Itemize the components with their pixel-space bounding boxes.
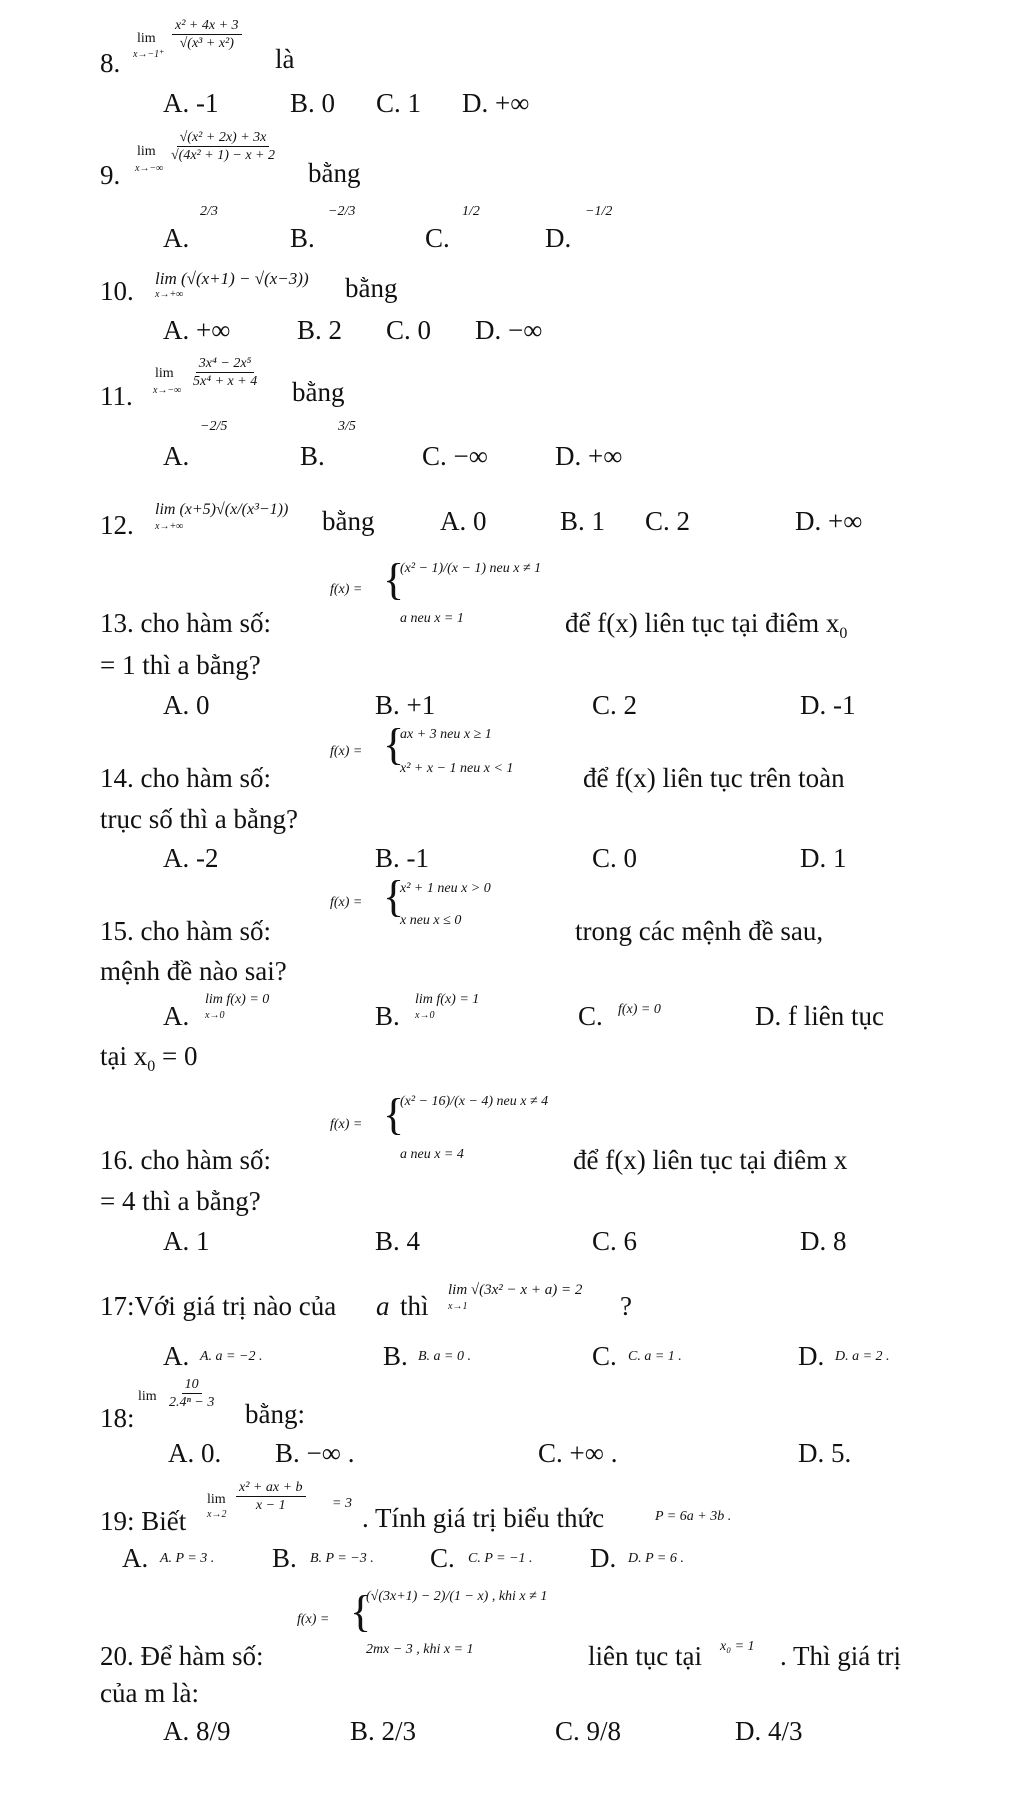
q20-option-b: B. 2/3 — [350, 1716, 417, 1746]
q18-tail: bằng: — [245, 1399, 305, 1429]
q15-option-a-expr: lim f(x) = 0 — [205, 992, 270, 1007]
q15-tail: trong các mệnh đề sau, — [575, 916, 824, 946]
q9-lim: lim — [137, 144, 156, 159]
q13-option-a: A. 0 — [163, 690, 210, 720]
q20-case-1: (√(3x+1) − 2)/(1 − x) , khi x ≠ 1 — [366, 1589, 548, 1604]
q13-f: f(x) = — [330, 582, 363, 597]
q11-number: 11. — [100, 381, 133, 411]
q20-lead: 20. Để hàm số: — [100, 1641, 264, 1671]
q8-option-c: C. 1 — [376, 88, 422, 118]
q17-var: a — [376, 1291, 390, 1321]
q20-tail: liên tục tại — [588, 1641, 702, 1671]
q17-option-d-label: D. — [798, 1341, 825, 1371]
q18-option-d: D. 5. — [798, 1438, 852, 1468]
q19-lead: 19: Biết — [100, 1506, 187, 1536]
q20-brace: { — [350, 1587, 372, 1636]
q14-f: f(x) = — [330, 744, 363, 759]
q14-line2: trục số thì a bằng? — [100, 804, 298, 834]
q16-line2: = 4 thì a bằng? — [100, 1186, 261, 1216]
q14-option-a: A. -2 — [163, 843, 219, 873]
q9-option-b: B. — [290, 223, 315, 253]
q13-lead: 13. cho hàm số: — [100, 608, 271, 638]
q18-option-a: A. 0. — [168, 1438, 222, 1468]
q11-lim-sub: x→−∞ — [153, 385, 182, 396]
q19-option-d-label: D. — [590, 1543, 617, 1573]
q16-tail: để f(x) liên tục tại điêm x — [573, 1145, 848, 1175]
q16-brace: { — [383, 1090, 405, 1139]
q15-f: f(x) = — [330, 895, 363, 910]
q20-tail2: . Thì giá trị — [780, 1641, 901, 1671]
q19-expr: P = 6a + 3b . — [655, 1509, 732, 1524]
q13-tail: để f(x) liên tục tại điêm $x_0$ — [565, 608, 848, 642]
q19-lim: lim — [207, 1492, 226, 1507]
q17-option-c: C. a = 1 . — [628, 1349, 682, 1364]
q14-case-2: x² + x − 1 neu x < 1 — [400, 761, 514, 776]
q10-option-c: C. 0 — [386, 315, 432, 345]
q8-option-b: B. 0 — [290, 88, 336, 118]
q11-option-a-value: −2/5 — [200, 419, 228, 434]
q19-option-d: D. P = 6 . — [628, 1551, 684, 1566]
q15-line3: tại $x_0 = 0$ — [100, 1041, 198, 1075]
q9-option-d-value: −1/2 — [585, 204, 613, 219]
q11-option-d: D. +∞ — [555, 441, 623, 471]
q20-case-2: 2mx − 3 , khi x = 1 — [366, 1642, 474, 1657]
q12-option-d: D. +∞ — [795, 506, 863, 536]
q12-tail: bằng — [322, 506, 375, 536]
q9-option-b-value: −2/3 — [328, 204, 356, 219]
q15-option-b-expr: lim f(x) = 1 — [415, 992, 480, 1007]
q10-option-a: A. +∞ — [163, 315, 231, 345]
q8-lim: lim — [137, 31, 156, 46]
q16-option-a: A. 1 — [163, 1226, 210, 1256]
q9-option-d: D. — [545, 223, 572, 253]
q18-option-c: C. +∞ . — [538, 1438, 618, 1468]
q11-tail: bằng — [292, 377, 345, 407]
q19-option-c: C. P = −1 . — [468, 1551, 533, 1566]
q12-option-c: C. 2 — [645, 506, 691, 536]
q19-option-a: A. P = 3 . — [160, 1551, 215, 1566]
q15-option-b-sub: x→0 — [415, 1010, 435, 1021]
q9-lim-sub: x→−∞ — [135, 163, 164, 174]
q13-case-2: a neu x = 1 — [400, 611, 464, 626]
q19-option-a-label: A. — [122, 1543, 149, 1573]
q19-tail: . Tính giá trị biểu thức — [362, 1503, 605, 1533]
q17-tail: ? — [620, 1291, 632, 1321]
q17-option-c-label: C. — [592, 1341, 617, 1371]
q10-tail: bằng — [345, 273, 398, 303]
q8-option-a: A. -1 — [163, 88, 219, 118]
q19-option-b-label: B. — [272, 1543, 297, 1573]
q9-tail: bằng — [308, 158, 361, 188]
q18-lead: 18: — [100, 1403, 135, 1433]
q13-case-1: (x² − 1)/(x − 1) neu x ≠ 1 — [400, 561, 542, 576]
q8-number: 8. — [100, 48, 121, 78]
q11-option-c: C. −∞ — [422, 441, 488, 471]
q9-fraction: $\frac{\text{√(x² + 2x) + 3x}}{\text{√(4x² + 1) − x + 2}}$ — [171, 130, 275, 164]
q14-brace: { — [383, 720, 405, 769]
q10-option-d: D. −∞ — [475, 315, 543, 345]
q11-fraction: $\frac{\text{3x⁴ − 2x⁵}}{\text{5x⁴ + x + 4}}$ — [193, 356, 258, 390]
q13-brace: { — [383, 555, 405, 604]
q12-expr: lim (x+5)√(x/(x³−1)) — [155, 501, 289, 518]
q10-number: 10. — [100, 276, 134, 306]
q20-tail-expr: x₀ = 1 — [720, 1639, 755, 1654]
q15-case-2: x neu x ≤ 0 — [400, 913, 462, 928]
q8-tail: là — [275, 44, 295, 74]
q14-option-c: C. 0 — [592, 843, 638, 873]
q19-eq: = 3 — [332, 1496, 352, 1511]
q17-option-b: B. a = 0 . — [418, 1349, 471, 1364]
q9-number: 9. — [100, 160, 121, 190]
q12-option-a: A. 0 — [440, 506, 487, 536]
q15-option-b: B. — [375, 1001, 400, 1031]
q11-option-a: A. — [163, 441, 190, 471]
q12-number: 12. — [100, 510, 134, 540]
q9-option-c-value: 1/2 — [462, 204, 480, 219]
q8-option-d: D. +∞ — [462, 88, 530, 118]
q19-option-c-label: C. — [430, 1543, 455, 1573]
q20-option-c: C. 9/8 — [555, 1716, 622, 1746]
q16-case-1: (x² − 16)/(x − 4) neu x ≠ 4 — [400, 1094, 549, 1109]
q16-option-b: B. 4 — [375, 1226, 421, 1256]
q18-lim: lim — [138, 1389, 157, 1404]
q14-tail: để f(x) liên tục trên toàn — [583, 763, 845, 793]
q10-option-b: B. 2 — [297, 315, 343, 345]
q19-fraction: $\frac{\text{x² + ax + b}}{x - 1}$ — [236, 1480, 306, 1514]
q14-option-d: D. 1 — [800, 843, 847, 873]
q10-lim-sub: x→+∞ — [155, 289, 184, 300]
q15-brace: { — [383, 872, 405, 921]
q15-option-a-sub: x→0 — [205, 1010, 225, 1021]
q15-lead: 15. cho hàm số: — [100, 916, 271, 946]
q15-option-a: A. — [163, 1001, 190, 1031]
q15-option-d: D. f liên tục — [755, 1001, 884, 1031]
q17-option-a-label: A. — [163, 1341, 190, 1371]
q11-option-b-value: 3/5 — [338, 419, 356, 434]
q20-option-d: D. 4/3 — [735, 1716, 803, 1746]
q17-option-d: D. a = 2 . — [835, 1349, 890, 1364]
q15-case-1: x² + 1 neu x > 0 — [400, 881, 491, 896]
q17-option-a: A. a = −2 . — [200, 1349, 263, 1364]
q18-fraction: $\frac{10}{\text{2.4ⁿ − 3}}$ — [169, 1377, 215, 1411]
q17-lead: 17:Với giá trị nào của — [100, 1291, 337, 1321]
q8-fraction: $\frac{\text{x² + 4x + 3}}{\text{√(x³ + x²)}}$ — [172, 18, 242, 52]
q14-option-b: B. -1 — [375, 843, 429, 873]
q9-option-a: A. — [163, 223, 190, 253]
q17-option-b-label: B. — [383, 1341, 408, 1371]
q9-option-c: C. — [425, 223, 450, 253]
q19-lim-sub: x→2 — [207, 1509, 227, 1520]
q12-lim-sub: x→+∞ — [155, 521, 184, 532]
q14-case-1: ax + 3 neu x ≥ 1 — [400, 727, 492, 742]
q13-option-d: D. -1 — [800, 690, 856, 720]
q10-expr: lim (√(x+1) − √(x−3)) — [155, 269, 309, 288]
q13-option-b: B. +1 — [375, 690, 436, 720]
q9-option-a-value: 2/3 — [200, 204, 218, 219]
q18-option-b: B. −∞ . — [275, 1438, 355, 1468]
q14-lead: 14. cho hàm số: — [100, 763, 271, 793]
q13-line2: = 1 thì a bằng? — [100, 650, 261, 680]
q20-f: f(x) = — [297, 1612, 330, 1627]
q17-mid: thì — [400, 1291, 429, 1321]
q17-expr: lim √(3x² − x + a) = 2 — [448, 1282, 583, 1298]
q13-option-c: C. 2 — [592, 690, 638, 720]
q16-case-2: a neu x = 4 — [400, 1147, 464, 1162]
q16-option-d: D. 8 — [800, 1226, 847, 1256]
q15-option-c-expr: f(x) = 0 — [618, 1002, 661, 1017]
q20-option-a: A. 8/9 — [163, 1716, 231, 1746]
q16-f: f(x) = — [330, 1117, 363, 1132]
q8-lim-sub: x→−1⁺ — [133, 49, 165, 60]
q15-line2: mệnh đề nào sai? — [100, 956, 287, 986]
q19-option-b: B. P = −3 . — [310, 1551, 374, 1566]
q11-lim: lim — [155, 366, 174, 381]
q16-lead: 16. cho hàm số: — [100, 1145, 271, 1175]
q20-line2: của m là: — [100, 1678, 199, 1708]
q15-option-c: C. — [578, 1001, 603, 1031]
q12-option-b: B. 1 — [560, 506, 606, 536]
q16-option-c: C. 6 — [592, 1226, 638, 1256]
q17-lim-sub: x→1 — [448, 1301, 468, 1312]
q11-option-b: B. — [300, 441, 325, 471]
